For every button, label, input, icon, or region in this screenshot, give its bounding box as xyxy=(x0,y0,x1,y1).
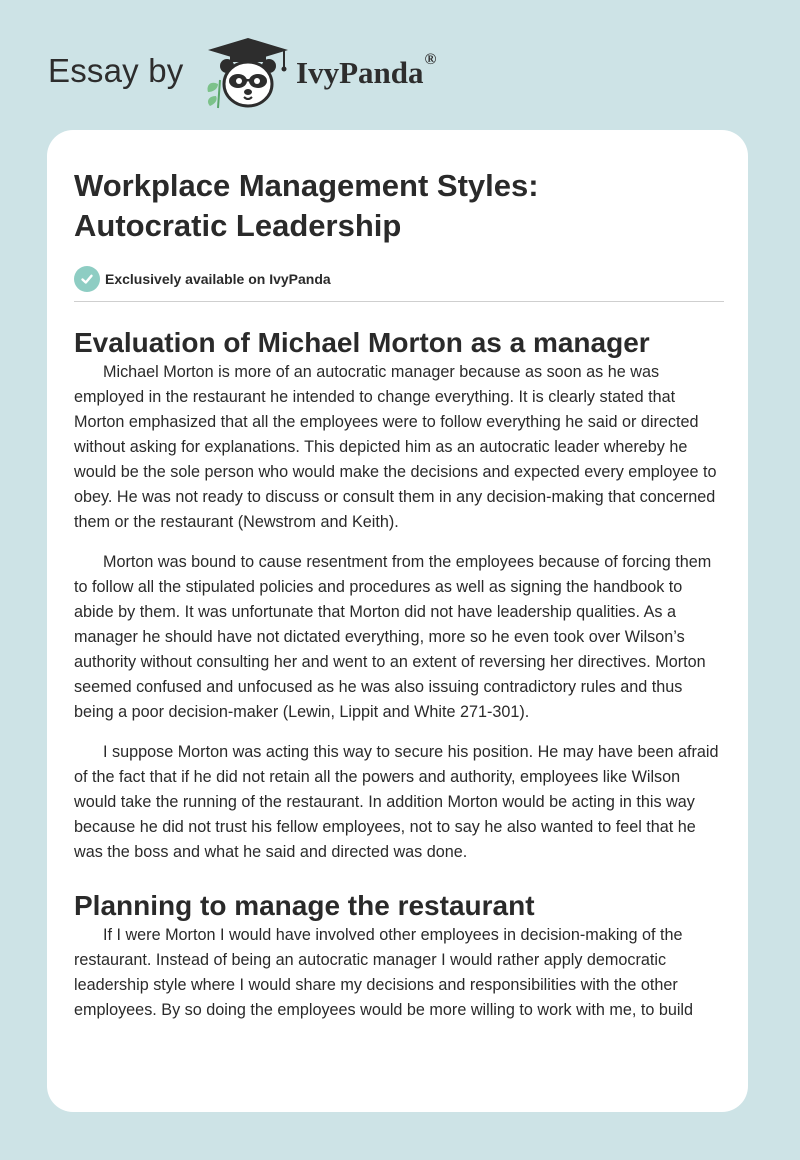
site-header xyxy=(0,0,800,130)
paragraph: If I were Morton I would have involved other employees in decision-making of the restaurant. Instead of being an autocratic manager I would rather apply democratic leadership style where I would share my decisions and responsibilities with the other employees. By so doing the employees would be more willing to work with me, to build xyxy=(74,926,694,1019)
registered-mark: ® xyxy=(424,51,437,68)
page-title xyxy=(74,166,724,246)
essay-card xyxy=(47,130,748,1112)
check-icon xyxy=(74,266,100,292)
section-heading-evaluation: Evaluation of Michael Morton as a manager xyxy=(74,327,650,358)
paragraph: Michael Morton is more of an autocratic manager because as soon as he was employed in the restaurant he intended to change everything. It is clearly stated that Morton emphasized that all the employees were to follow everything he said or directed without asking for explanations. This depicted him as an autocratic leader whereby he would be the sole person who would make the decisions and expected every employee to obey. He was not ready to discuss or consult them in any decision-making that concerned them or the restaurant (Newstrom and Keith). xyxy=(74,363,717,531)
exclusive-badge-label: Exclusively available on IvyPanda xyxy=(105,271,331,287)
exclusive-badge xyxy=(74,265,724,293)
page-title-line-1: Workplace Management Styles: xyxy=(74,168,539,203)
paragraph: Morton was bound to cause resentment from the employees because of forcing them to follow all the stipulated policies and procedures as well as signing the handbook to abide by them. It was unfortunate that Morton did not have leadership qualities. As a manager he should have not dictated everything, more so he even took over Wilson’s authority without consulting her and went to an extent of reversing her directives. Morton seemed confused and unfocused as he was also issuing contradictory rules and thus being a poor decision-maker (Lewin, Lippit and White 271-301). xyxy=(74,553,712,721)
ivypanda-logo-text[interactable]: IvyPanda® xyxy=(296,51,437,90)
paragraph: I suppose Morton was acting this way to secure his position. He may have been afraid of the fact that if he did not retain all the powers and authority, employees like Wilson would take the running of the restaurant. In addition Morton would be acting in this way because he did not trust his fellow employees, not to say he also wanted to feel that he was the boss and what he said and directed was done. xyxy=(74,743,719,861)
essay-by-label: Essay by xyxy=(48,52,184,89)
panda-graduate-icon xyxy=(200,36,292,110)
divider xyxy=(74,301,724,302)
section-heading-planning: Planning to manage the restaurant xyxy=(74,890,535,921)
page-title-line-2: Autocratic Leadership xyxy=(74,208,402,243)
